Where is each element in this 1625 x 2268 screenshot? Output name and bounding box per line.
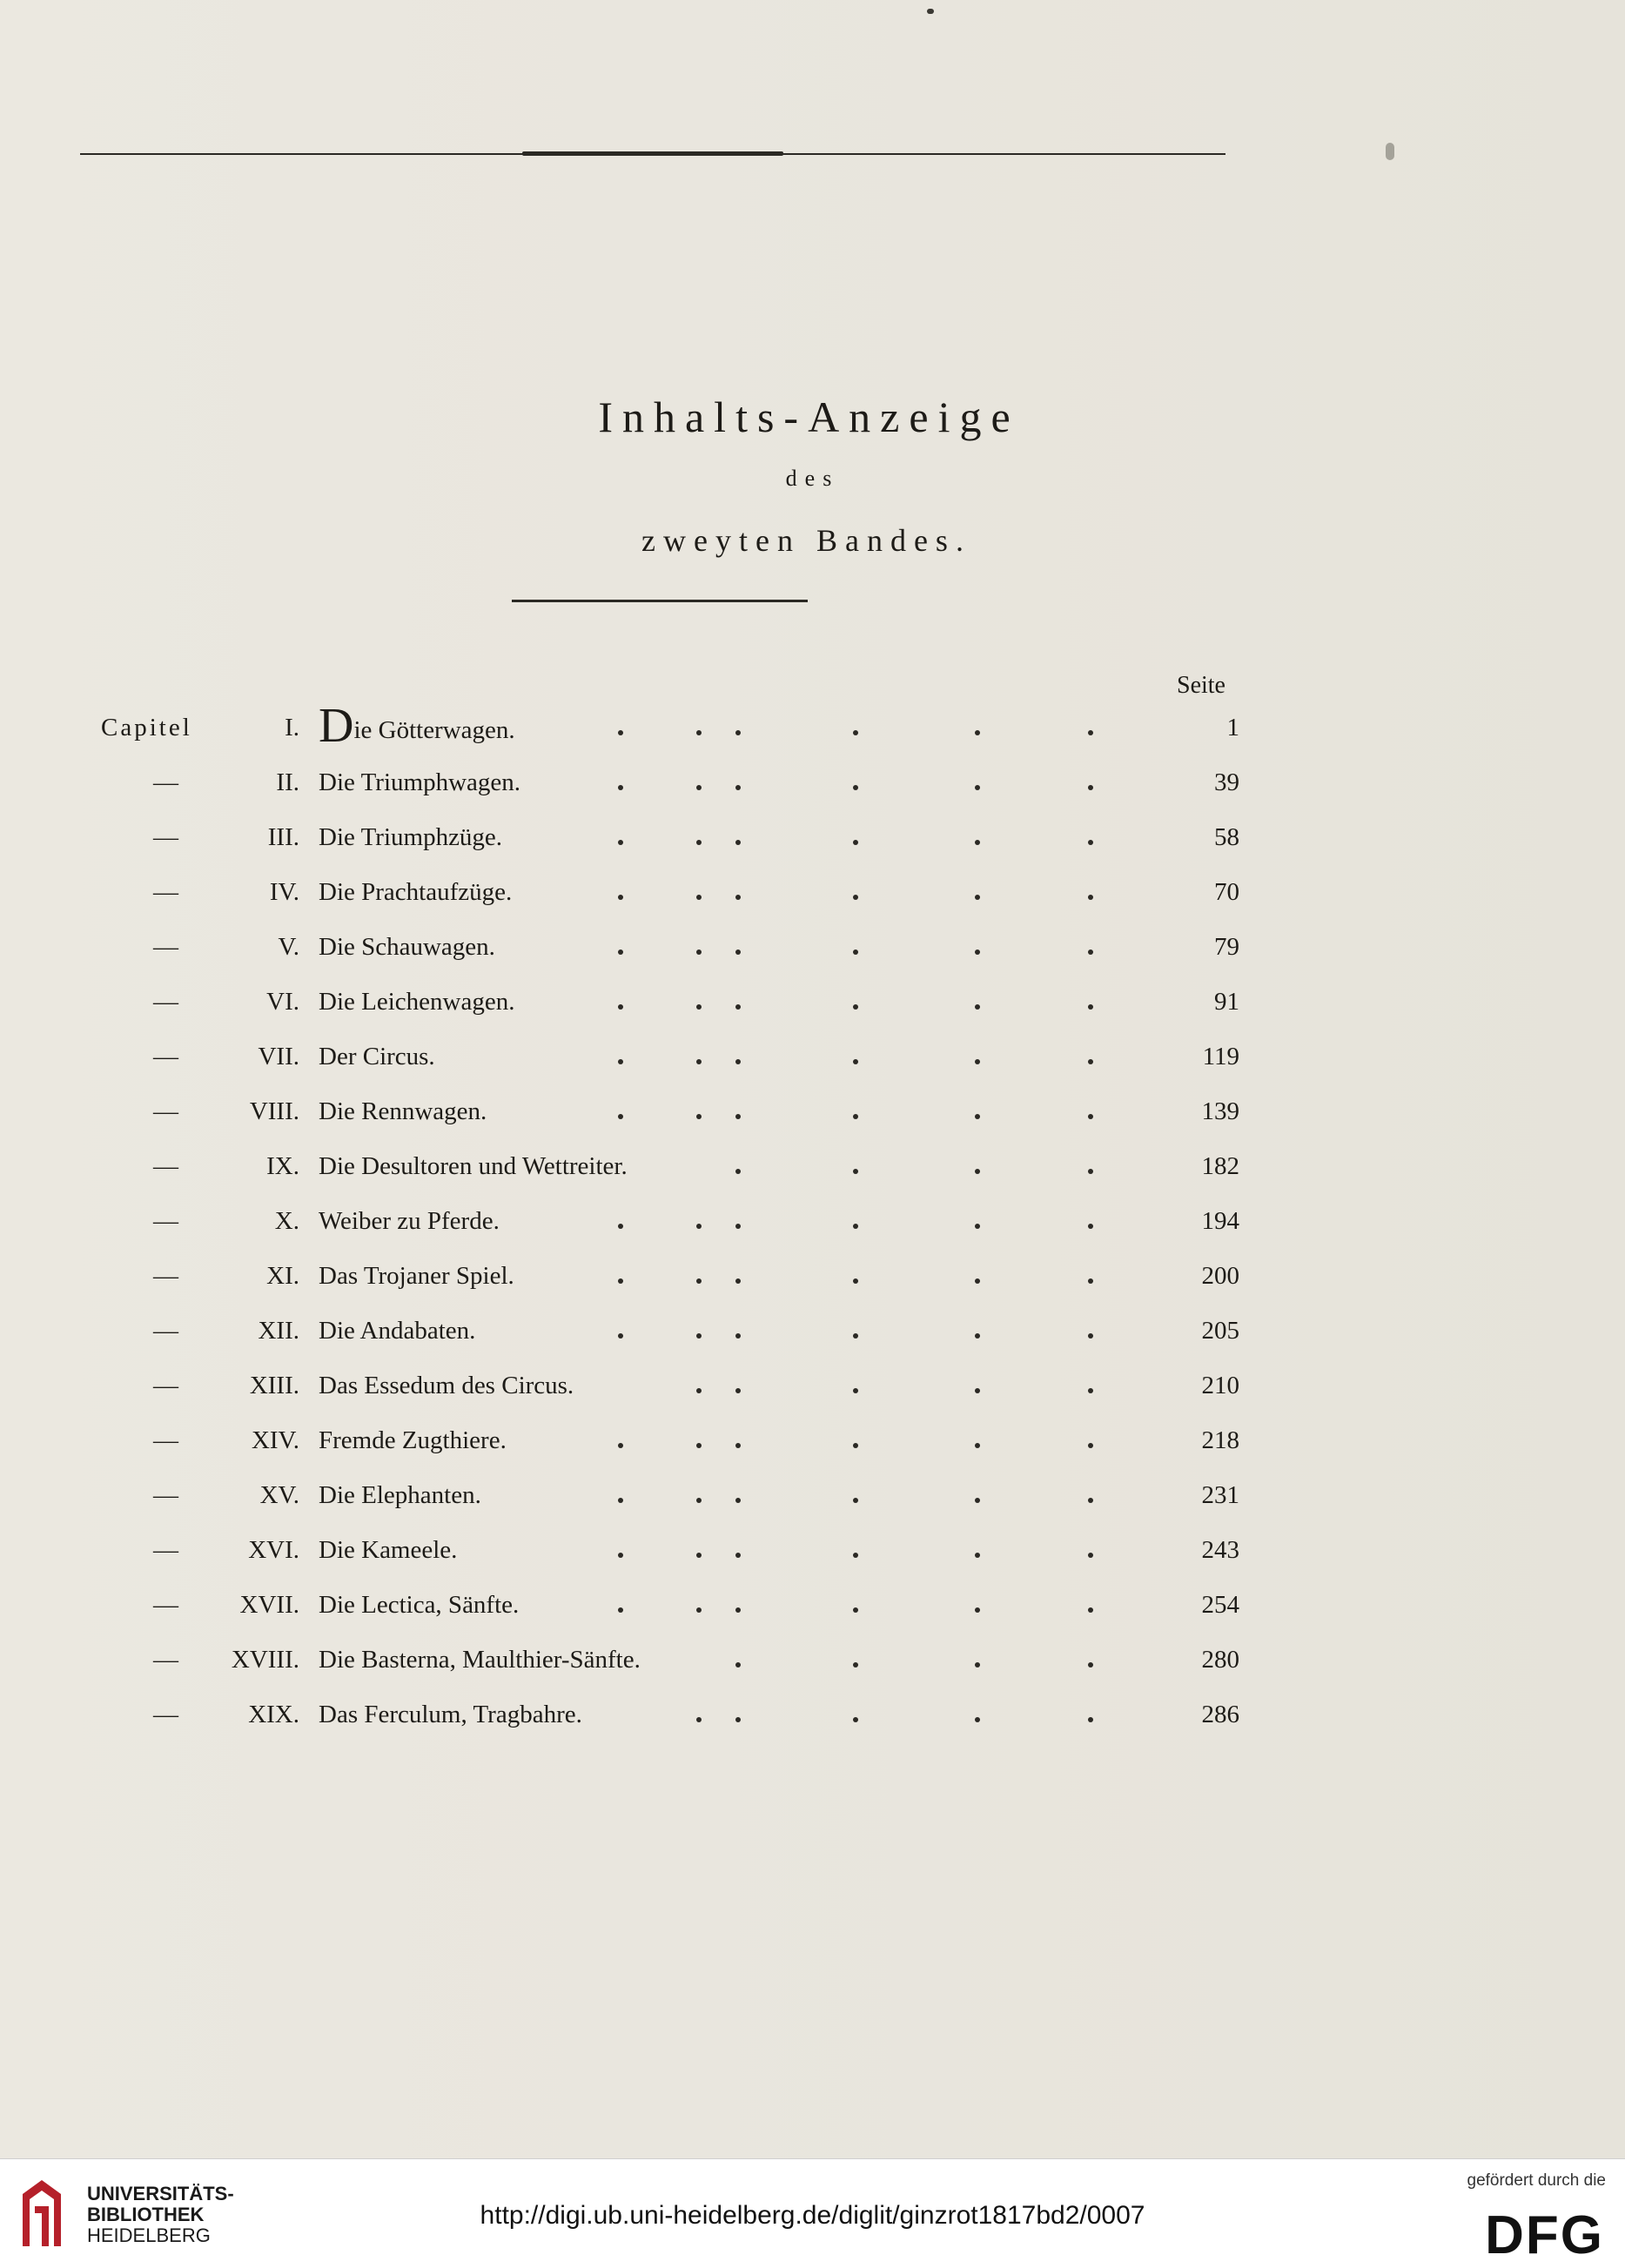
leader-dot [1088,1059,1093,1064]
chapter-title: Die Lectica, Sänfte. [319,1591,520,1619]
toc-row [0,1207,1625,1251]
chapter-title: Die Basterna, Maulthier-Sänfte. [319,1646,641,1674]
leader-dot [1088,785,1093,790]
chapter-title: Die Leichenwagen. [319,988,515,1016]
page-blemish [1386,143,1394,160]
leader-dot [735,1224,741,1229]
leader-dot [853,1443,858,1448]
leader-dot [735,1607,741,1613]
dfg-logo: DFG [1485,2205,1604,2265]
leader-dot [735,1278,741,1284]
chapter-title: Das Trojaner Spiel. [319,1262,514,1290]
leader-dot [1088,1662,1093,1667]
ditto-dash: — [153,1481,181,1509]
ditto-dash: — [153,1097,181,1125]
chapter-number: I. [285,714,299,741]
leader-dot [696,1278,702,1284]
chapter-number: XVII. [239,1591,299,1619]
chapter-title: Weiber zu Pferde. [319,1207,500,1235]
leader-dot [853,840,858,845]
chapter-number: VII. [258,1043,299,1070]
leader-dot [618,1553,623,1558]
leader-dot [735,785,741,790]
ink-speck [927,9,934,14]
chapter-title: Die Kameele. [319,1536,458,1564]
toc-row [0,1426,1625,1470]
ditto-dash: — [153,1262,181,1290]
chapter-title: Die Prachtaufzüge. [319,878,513,906]
ditto-dash: — [153,1043,181,1070]
page-number: 210 [1201,1372,1239,1399]
chapter-number: VI. [266,988,299,1016]
ditto-dash: — [153,1591,181,1619]
leader-dot [735,949,741,955]
leader-dot [975,1717,980,1722]
leader-dot [853,895,858,900]
chapter-title: Die Andabaten. [319,1317,476,1345]
leader-dot [696,840,702,845]
leader-dot [853,1114,858,1119]
toc-row [0,933,1625,976]
leader-dot [735,1553,741,1558]
leader-dot [696,1114,702,1119]
toc-row [0,768,1625,812]
leader-dot [1088,1717,1093,1722]
leader-dot [735,1443,741,1448]
leader-dot [735,1333,741,1339]
leader-dot [853,1059,858,1064]
leader-dot [1088,1607,1093,1613]
leader-dot [696,1443,702,1448]
chapter-number: XI. [266,1262,299,1290]
toc-row [0,1591,1625,1634]
ditto-dash: — [153,1317,181,1345]
leader-dot [975,1333,980,1339]
ditto-dash: — [153,1701,181,1728]
leader-dot [735,1004,741,1010]
leader-dot [1088,1278,1093,1284]
chapter-number: XII. [258,1317,299,1345]
leader-dot [696,1553,702,1558]
toc-row [0,699,1625,757]
page-column-header: Seite [1177,672,1225,699]
leader-dot [618,895,623,900]
chapter-number: III. [267,823,299,851]
leader-dot [1088,1114,1093,1119]
funding-note: gefördert durch die [1467,2171,1606,2190]
leader-dot [696,949,702,955]
toc-row [0,1262,1625,1305]
leader-dot [696,1717,702,1722]
ditto-dash: — [153,1646,181,1674]
leader-dot [1088,730,1093,735]
toc-row [0,1481,1625,1525]
ditto-dash: — [153,1207,181,1235]
chapter-title: Das Essedum des Circus. [319,1372,574,1399]
leader-dot [975,1498,980,1503]
ditto-dash: — [153,1426,181,1454]
leader-dot [618,1498,623,1503]
chapter-number: II. [276,768,299,796]
toc-row [0,878,1625,922]
toc-row [0,1152,1625,1196]
leader-dot [618,1224,623,1229]
leader-dot [1088,840,1093,845]
chapter-title: Die Triumphzüge. [319,823,503,851]
leader-dot [696,1607,702,1613]
toc-row [0,1043,1625,1086]
leader-dot [853,1388,858,1393]
leader-dot [975,1443,980,1448]
toc-row [0,1536,1625,1580]
leader-dot [1088,1169,1093,1174]
leader-dot [975,1004,980,1010]
leader-dot [1088,895,1093,900]
page-number: 1 [1226,714,1239,741]
leader-dot [975,1388,980,1393]
leader-dot [853,1553,858,1558]
leader-dot [975,1114,980,1119]
ditto-dash: — [153,1152,181,1180]
leader-dot [735,895,741,900]
leader-dot [1088,1498,1093,1503]
leader-dot [696,895,702,900]
leader-dot [696,730,702,735]
leader-dot [1088,1224,1093,1229]
leader-dot [618,1059,623,1064]
page-number: 119 [1202,1043,1239,1070]
leader-dot [975,1059,980,1064]
leader-dot [735,1059,741,1064]
library-name-line: BIBLIOTHEK [87,2204,205,2225]
chapter-number: IV. [269,878,299,906]
leader-dot [853,1278,858,1284]
leader-dot [975,840,980,845]
page-number: 182 [1201,1152,1239,1180]
leader-dot [853,785,858,790]
ditto-dash: — [153,1536,181,1564]
chapter-title: Der Circus. [319,1043,435,1070]
leader-dot [618,1607,623,1613]
top-rule-swell [522,151,783,156]
leader-dot [618,1278,623,1284]
page-number: 39 [1214,768,1239,796]
leader-dot [618,949,623,955]
page-title: Inhalts-Anzeige [598,393,1020,441]
leader-dot [975,1662,980,1667]
leader-dot [975,1553,980,1558]
footer-bar [0,2158,1625,2268]
leader-dot [696,1333,702,1339]
page-number: 218 [1201,1426,1239,1454]
leader-dot [696,1388,702,1393]
toc-row [0,1701,1625,1744]
leader-dot [696,785,702,790]
chapter-number: XVI. [248,1536,299,1564]
ditto-dash: — [153,1372,181,1399]
chapter-title: Die Rennwagen. [319,1097,487,1125]
chapter-label: Capitel [101,714,192,741]
chapter-number: XIV. [251,1426,299,1454]
leader-dot [618,1443,623,1448]
page-number: 194 [1201,1207,1239,1235]
leader-dot [1088,1553,1093,1558]
leader-dot [618,840,623,845]
source-url-link[interactable]: http://digi.ub.uni-heidelberg.de/diglit/ginzrot1817bd2/0007 [480,2201,1145,2230]
toc-row [0,1646,1625,1689]
leader-dot [975,1607,980,1613]
library-name-line: UNIVERSITÄTS- [87,2183,234,2204]
leader-dot [618,785,623,790]
library-name-line: HEIDELBERG [87,2224,211,2246]
chapter-title: Die Triumphwagen. [319,768,520,796]
drop-cap: D [319,699,354,753]
leader-dot [1088,1388,1093,1393]
leader-dot [1088,949,1093,955]
chapter-number: VIII. [249,1097,299,1125]
chapter-title: Das Ferculum, Tragbahre. [319,1701,582,1728]
page-number: 200 [1201,1262,1239,1290]
chapter-title: Die Schauwagen. [319,933,495,961]
leader-dot [618,1004,623,1010]
leader-dot [618,730,623,735]
leader-dot [975,1169,980,1174]
page-number: 70 [1214,878,1239,906]
leader-dot [975,1278,980,1284]
leader-dot [1088,1004,1093,1010]
toc-row [0,1317,1625,1360]
leader-dot [853,949,858,955]
ditto-dash: — [153,823,181,851]
leader-dot [853,1169,858,1174]
leader-dot [853,1607,858,1613]
chapter-number: XIII. [249,1372,299,1399]
page-number: 254 [1201,1591,1239,1619]
leader-dot [853,1224,858,1229]
chapter-title: Die Elephanten. [319,1481,481,1509]
page-number: 79 [1214,933,1239,961]
ditto-dash: — [153,768,181,796]
leader-dot [696,1224,702,1229]
page-number: 91 [1214,988,1239,1016]
page-number: 139 [1201,1097,1239,1125]
page-number: 231 [1201,1481,1239,1509]
leader-dot [975,1224,980,1229]
title-rule [512,600,808,602]
leader-dot [853,1662,858,1667]
leader-dot [735,730,741,735]
leader-dot [735,1717,741,1722]
chapter-number: V. [278,933,299,961]
leader-dot [975,949,980,955]
page-number: 280 [1201,1646,1239,1674]
page-number: 58 [1214,823,1239,851]
leader-dot [735,1498,741,1503]
chapter-number: X. [274,1207,299,1235]
page-number: 286 [1201,1701,1239,1728]
leader-dot [618,1114,623,1119]
chapter-number: XVIII. [231,1646,299,1674]
chapter-number: IX. [266,1152,299,1180]
leader-dot [975,895,980,900]
toc-row [0,823,1625,867]
ditto-dash: — [153,933,181,961]
chapter-title: Fremde Zugthiere. [319,1426,507,1454]
toc-row [0,1097,1625,1141]
leader-dot [735,1388,741,1393]
leader-dot [696,1004,702,1010]
ditto-dash: — [153,878,181,906]
chapter-number: XV. [259,1481,299,1509]
chapter-title: Die Desultoren und Wettreiter. [319,1152,628,1180]
chapter-title: Die Götterwagen. [319,699,515,753]
leader-dot [975,785,980,790]
leader-dot [975,730,980,735]
leader-dot [853,1004,858,1010]
page-subtitle-band: zweyten Bandes. [641,523,971,558]
leader-dot [735,1169,741,1174]
page-number: 205 [1201,1317,1239,1345]
leader-dot [853,1498,858,1503]
leader-dot [1088,1333,1093,1339]
toc-row [0,988,1625,1031]
ditto-dash: — [153,988,181,1016]
leader-dot [853,1717,858,1722]
leader-dot [853,1333,858,1339]
page-number: 243 [1201,1536,1239,1564]
leader-dot [1088,1443,1093,1448]
leader-dot [853,730,858,735]
leader-dot [735,1662,741,1667]
toc-row [0,1372,1625,1415]
chapter-number: XIX. [248,1701,299,1728]
page-subtitle-des: des [785,466,840,491]
leader-dot [735,1114,741,1119]
leader-dot [735,840,741,845]
leader-dot [696,1059,702,1064]
leader-dot [618,1333,623,1339]
leader-dot [696,1498,702,1503]
